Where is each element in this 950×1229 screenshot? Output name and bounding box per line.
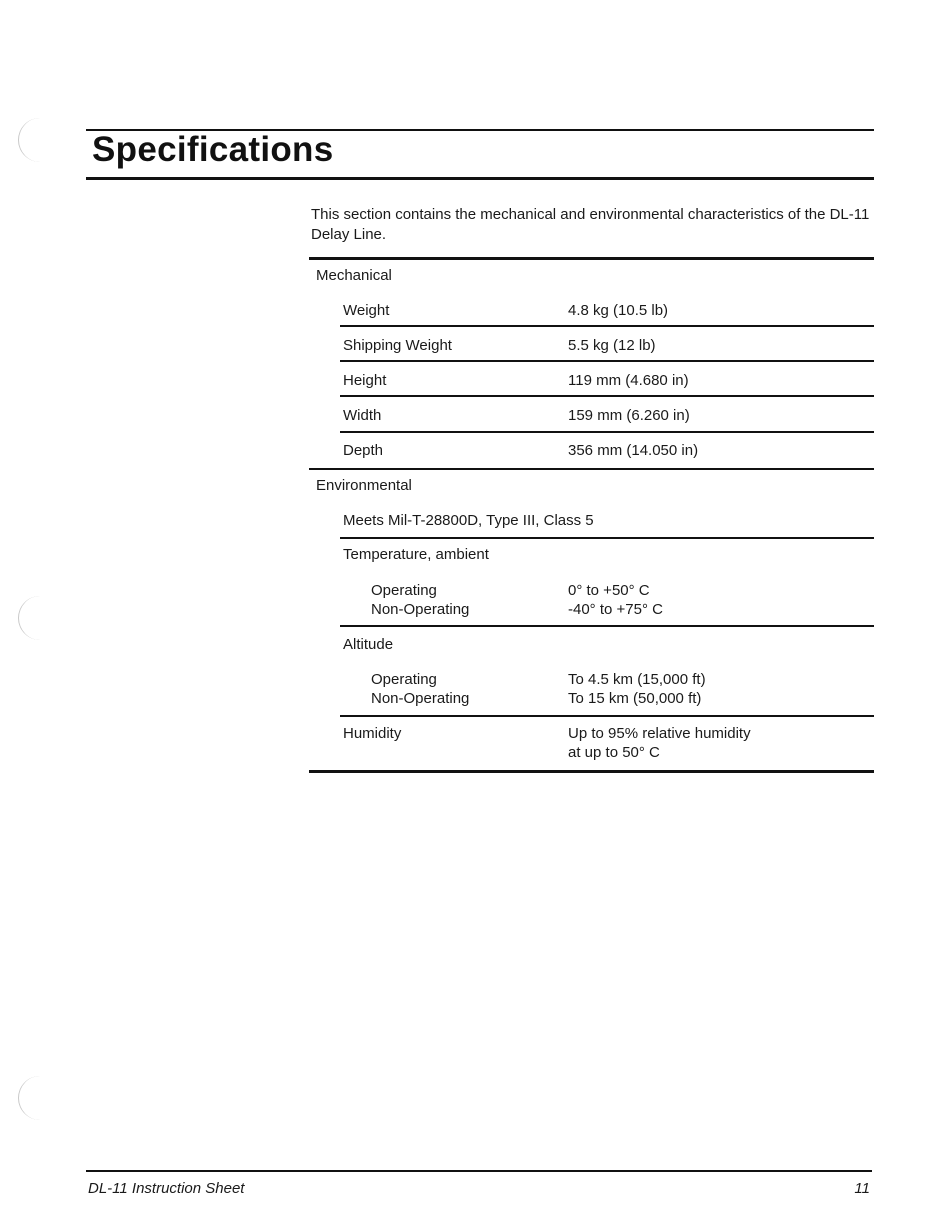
- altitude-operating-label: Operating: [371, 671, 437, 688]
- humidity-value-line-1: Up to 95% relative humidity: [568, 725, 751, 742]
- punch-hole-mark: [18, 596, 45, 640]
- altitude-non-operating-value: To 15 km (50,000 ft): [568, 690, 702, 707]
- row-divider: [340, 395, 874, 397]
- mechanical-heading: Mechanical: [316, 267, 392, 284]
- spec-label-width: Width: [343, 407, 382, 424]
- spec-value-width: 159 mm (6.260 in): [568, 407, 690, 424]
- spec-label-depth: Depth: [343, 442, 384, 459]
- title-bottom-rule: [86, 177, 874, 180]
- altitude-non-operating-label: Non-Operating: [371, 690, 470, 707]
- spec-value-height: 119 mm (4.680 in): [568, 372, 689, 389]
- footer-page-number: 11: [854, 1180, 870, 1197]
- altitude-operating-value: To 4.5 km (15,000 ft): [568, 671, 706, 688]
- spec-value-weight: 4.8 kg (10.5 lb): [568, 302, 669, 319]
- punch-hole-mark: [18, 118, 45, 162]
- punch-hole-mark: [18, 1076, 45, 1120]
- humidity-label: Humidity: [343, 725, 402, 742]
- row-divider: [340, 625, 874, 627]
- spec-value-shipping-weight: 5.5 kg (12 lb): [568, 337, 656, 354]
- row-divider: [340, 360, 874, 362]
- table-top-rule: [309, 257, 874, 260]
- environmental-standard: Meets Mil-T-28800D, Type III, Class 5: [343, 512, 594, 529]
- footer-document-title: DL-11 Instruction Sheet: [88, 1180, 245, 1197]
- temperature-non-operating-value: -40° to +75° C: [568, 601, 663, 618]
- row-divider: [340, 537, 874, 539]
- spec-label-height: Height: [343, 372, 387, 389]
- row-divider: [340, 431, 874, 433]
- spec-value-depth: 356 mm (14.050 in): [568, 442, 699, 459]
- environmental-heading: Environmental: [316, 477, 412, 494]
- altitude-heading: Altitude: [343, 636, 394, 653]
- humidity-value-line-2: at up to 50° C: [568, 744, 660, 761]
- footer-rule: [86, 1170, 872, 1172]
- intro-paragraph: This section contains the mechanical and environmental characteristics of the DL-11 Delay Line.: [311, 206, 870, 243]
- spec-label-weight: Weight: [343, 302, 390, 319]
- row-divider: [340, 715, 874, 717]
- temperature-non-operating-label: Non-Operating: [371, 601, 470, 618]
- section-divider: [309, 468, 874, 470]
- temperature-heading: Temperature, ambient: [343, 546, 489, 563]
- table-bottom-rule: [309, 770, 874, 773]
- page-title: Specifications: [92, 130, 334, 169]
- temperature-operating-value: 0° to +50° C: [568, 582, 650, 599]
- temperature-operating-label: Operating: [371, 582, 437, 599]
- spec-label-shipping-weight: Shipping Weight: [343, 337, 452, 354]
- row-divider: [340, 325, 874, 327]
